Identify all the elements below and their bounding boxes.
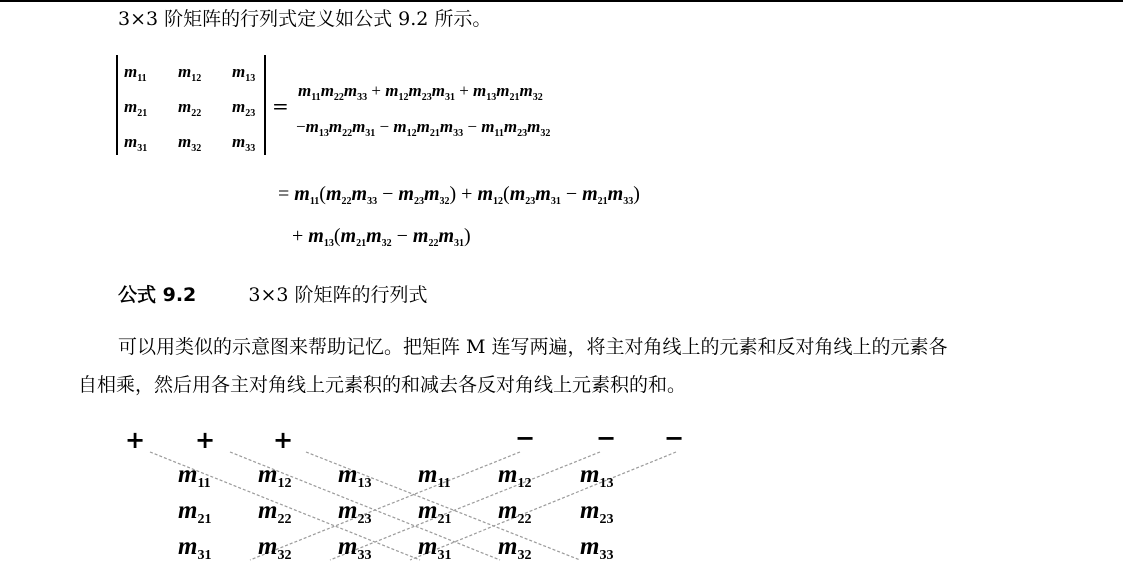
minus-sign: −: [596, 424, 617, 452]
diagram-term: $m_{21}$: [418, 497, 452, 527]
cell-term: $m_{13}$: [232, 62, 256, 84]
diagram-term: $m_{21}$: [178, 497, 212, 527]
equation-term: $m_{33}$: [439, 117, 464, 139]
diagram-term: $m_{32}$: [258, 533, 292, 563]
equation-term: $m_{12}$: [393, 117, 417, 139]
diagram-cell: [580, 497, 614, 527]
diagram-term: $m_{32}$: [498, 533, 532, 563]
diagram-term: $m_{11}$: [418, 461, 451, 491]
operator: (: [333, 225, 341, 247]
operator: −: [375, 117, 394, 136]
equation-term: $m_{32}$: [519, 81, 543, 103]
operator: −: [296, 117, 306, 136]
equation-term: $m_{11}$: [481, 117, 504, 139]
plus-sign: +: [273, 426, 294, 454]
diagram-cell: [338, 533, 372, 563]
diagram-term: $m_{23}$: [580, 497, 614, 527]
equation-term: $m_{33}$: [343, 81, 368, 103]
diagram-term: $m_{23}$: [338, 497, 372, 527]
equation-term: $m_{21}$: [340, 225, 367, 249]
operator: −: [463, 117, 482, 136]
diagram-term: $m_{31}$: [418, 533, 452, 563]
cell-term: $m_{31}$: [124, 132, 148, 154]
diagram-term: $m_{33}$: [338, 533, 372, 563]
equation-term: $m_{31}$: [535, 183, 561, 207]
diagram-cell: [178, 533, 212, 563]
diagram-term: $m_{22}$: [498, 497, 532, 527]
equation-term: $m_{11}$: [298, 81, 321, 103]
operator: (: [503, 183, 510, 205]
equation-term: $m_{33}$: [607, 183, 634, 207]
diagram-cell: [580, 533, 614, 563]
cell-term: $m_{21}$: [124, 97, 148, 119]
equation-term: $m_{21}$: [416, 117, 440, 139]
diagram-cell: [338, 461, 372, 491]
plus-sign: +: [125, 426, 146, 454]
equation-term: $m_{13}$: [305, 117, 329, 139]
cell-term: $m_{11}$: [124, 62, 147, 84]
operator: −: [391, 225, 413, 247]
diagram-cell: [580, 461, 614, 491]
diagram-term: $m_{22}$: [258, 497, 292, 527]
diagram-term: $m_{11}$: [178, 461, 211, 491]
equation-term: $m_{13}$: [308, 225, 334, 249]
equation-term: $m_{31}$: [431, 81, 455, 103]
diagram-term: $m_{12}$: [258, 461, 292, 491]
operator: ): [633, 183, 640, 205]
diagram-term: $m_{13}$: [580, 461, 614, 491]
minus-sign: −: [515, 424, 536, 452]
operator: +: [454, 81, 474, 100]
diagram-cell: [418, 497, 452, 527]
diagram-cell: [258, 497, 292, 527]
equation-term: $m_{22}$: [412, 225, 439, 249]
equation-term: $m_{33}$: [351, 183, 378, 207]
equation-term: $m_{23}$: [398, 183, 424, 207]
operator: +: [367, 81, 386, 100]
operator: +: [292, 225, 309, 247]
equation-term: $m_{11}$: [294, 183, 320, 207]
equation-term: $m_{12}$: [477, 183, 504, 207]
equation-term: $m_{22}$: [320, 81, 344, 103]
operator: (: [319, 183, 326, 205]
equation-term: $m_{32}$: [527, 117, 551, 139]
minus-sign: −: [664, 424, 685, 452]
equation-term: $m_{12}$: [385, 81, 409, 103]
operator: −: [377, 183, 399, 205]
cell-term: $m_{32}$: [178, 132, 202, 154]
caption-title: 3×3 阶矩阵的行列式: [248, 284, 428, 306]
operator: ) +: [449, 183, 478, 205]
cell-term: $m_{33}$: [232, 132, 256, 154]
diagram-term: $m_{31}$: [178, 533, 212, 563]
diagram-cell: [418, 461, 451, 491]
operator: ): [464, 225, 471, 247]
equation-term: $m_{23}$: [509, 183, 536, 207]
diagram-cell: [258, 461, 292, 491]
diagram-term: $m_{33}$: [580, 533, 614, 563]
cell-term: $m_{12}$: [178, 62, 202, 84]
plus-sign: +: [195, 426, 216, 454]
diagram-cell: [498, 497, 532, 527]
diagram-cell: [258, 533, 292, 563]
equation-term: $m_{22}$: [325, 183, 352, 207]
diagram-cell: [338, 497, 372, 527]
diagram-term: $m_{12}$: [498, 461, 532, 491]
equation-term: $m_{32}$: [366, 225, 392, 249]
intro-text: 3×3 阶矩阵的行列式定义如公式 9.2 所示。: [118, 8, 492, 30]
equation-term: $m_{21}$: [496, 81, 520, 103]
operator: =: [278, 183, 295, 205]
diagram-term: $m_{13}$: [338, 461, 372, 491]
diagram-cell: [498, 461, 532, 491]
diagram-cell: [418, 533, 452, 563]
equation-term: $m_{22}$: [328, 117, 353, 139]
cell-term: $m_{22}$: [178, 97, 202, 119]
equation-term: $m_{32}$: [423, 183, 450, 207]
equation-term: $m_{23}$: [503, 117, 528, 139]
equation-term: $m_{13}$: [473, 81, 497, 103]
operator: −: [560, 183, 583, 205]
cell-term: $m_{23}$: [232, 97, 256, 119]
equation-term: $m_{21}$: [582, 183, 608, 207]
equation-term: $m_{23}$: [408, 81, 432, 103]
caption-label: 公式 9.2: [118, 284, 197, 306]
equals-sign: =: [272, 94, 289, 118]
diagram-cell: [178, 461, 211, 491]
paragraph-line-2: 自相乘，然后用各主对角线上元素积的和减去各反对角线上元素积的和。: [78, 374, 687, 396]
diagram-cell: [178, 497, 212, 527]
paragraph-line-1: 可以用类似的示意图来帮助记忆。把矩阵 M 连写两遍，将主对角线上的元素和反对角线上的元素各: [118, 336, 948, 358]
diagram-cell: [498, 533, 532, 563]
equation-term: $m_{31}$: [352, 117, 376, 139]
equation-term: $m_{31}$: [438, 225, 465, 249]
